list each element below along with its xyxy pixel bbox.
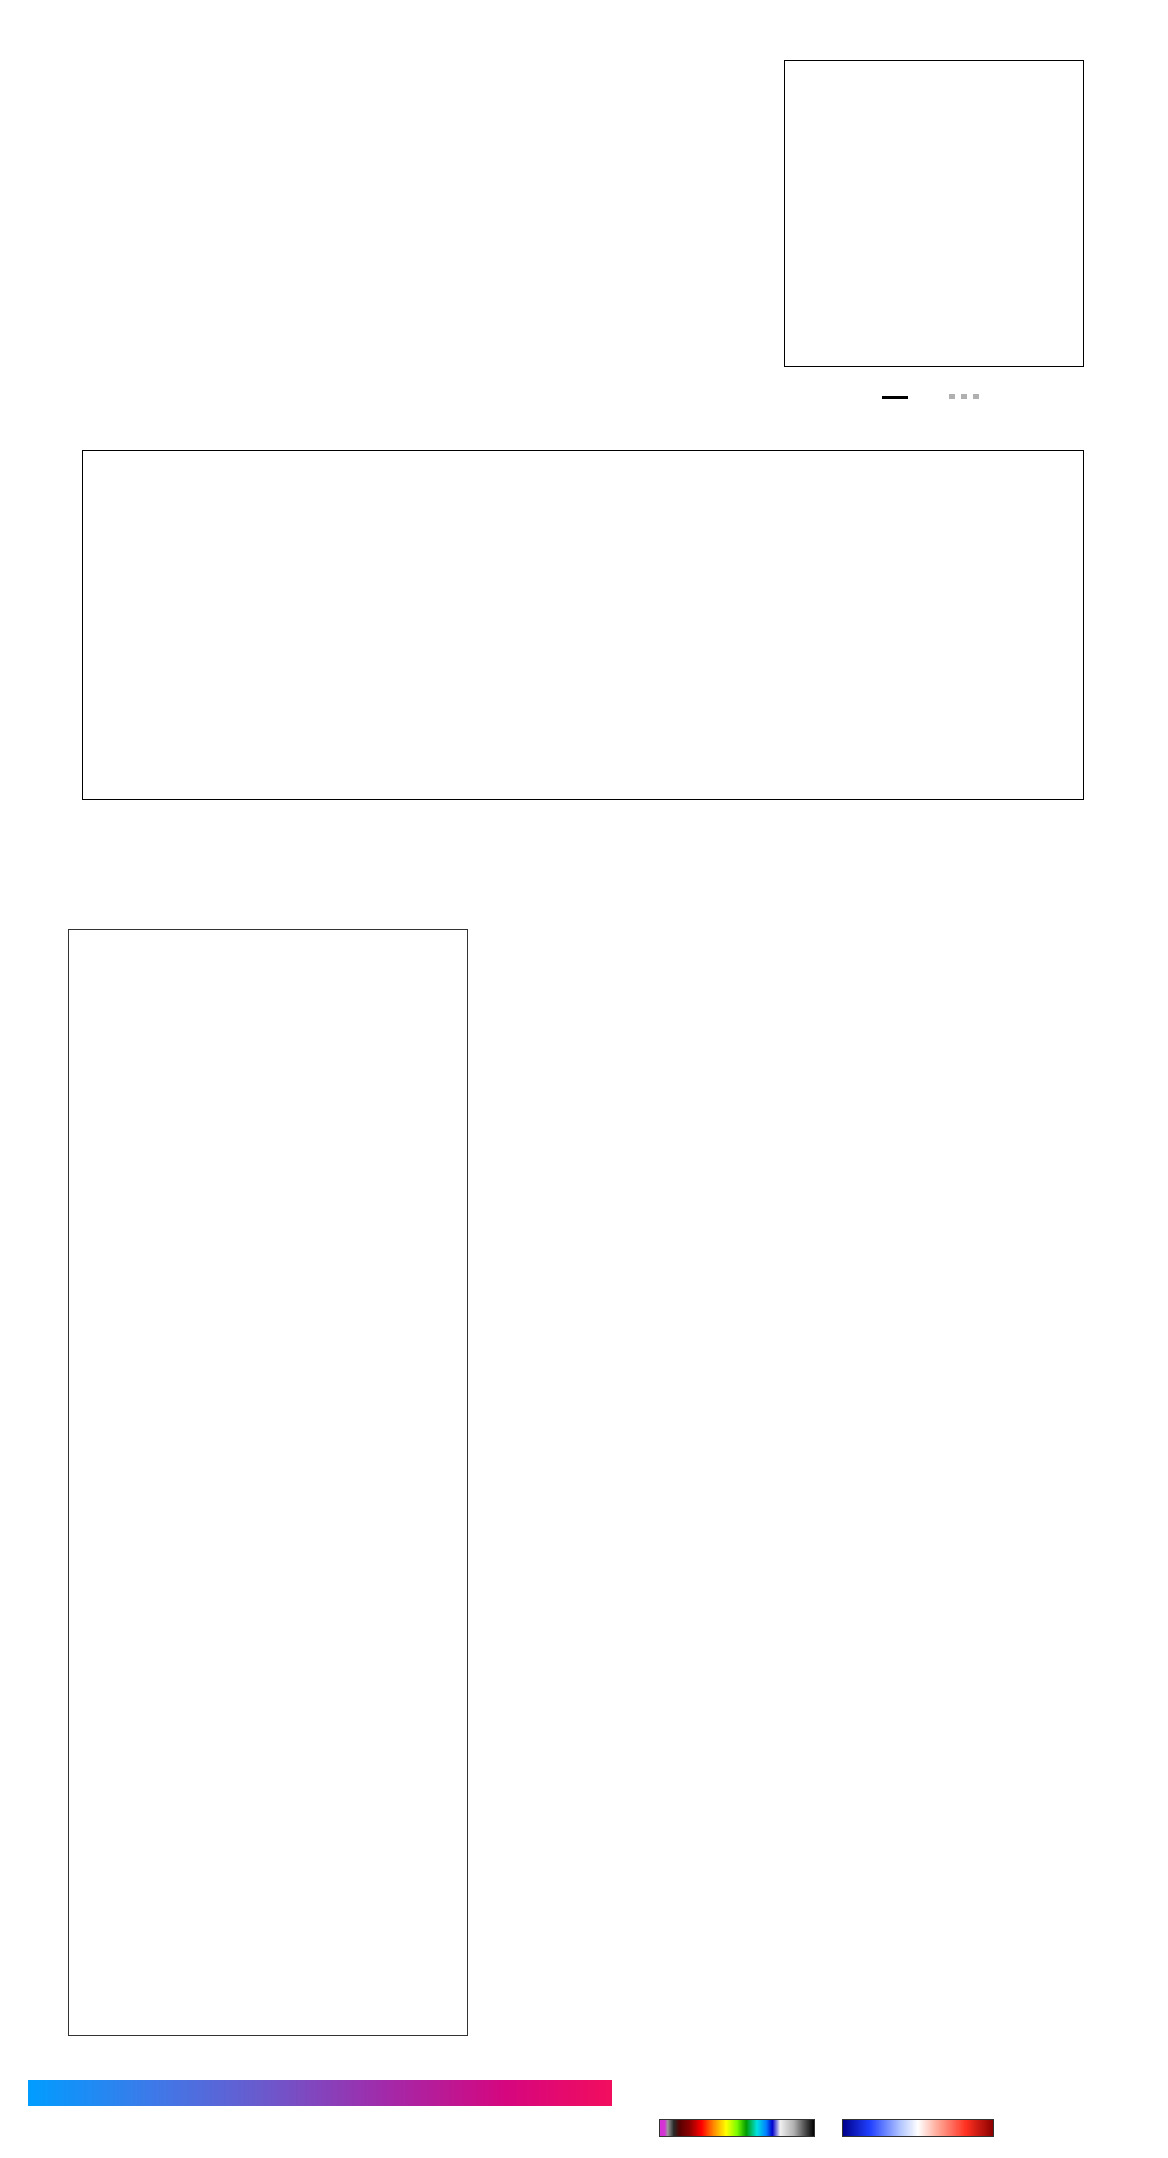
bt-colorbar <box>659 2119 815 2137</box>
line-swatch-icon <box>882 396 908 400</box>
legend-item-dprint-average <box>882 396 915 400</box>
dashed-swatch-icon <box>949 394 979 399</box>
shap-timeseries-plot <box>82 450 1084 800</box>
msw-histogram-plot <box>784 60 1084 367</box>
shap-dotplot <box>68 929 468 2036</box>
legend-item-nhc-official <box>949 394 986 399</box>
histogram-legend <box>684 384 1168 403</box>
shap-colorbar <box>842 2119 994 2137</box>
feature-value-colorbar <box>28 2080 612 2106</box>
